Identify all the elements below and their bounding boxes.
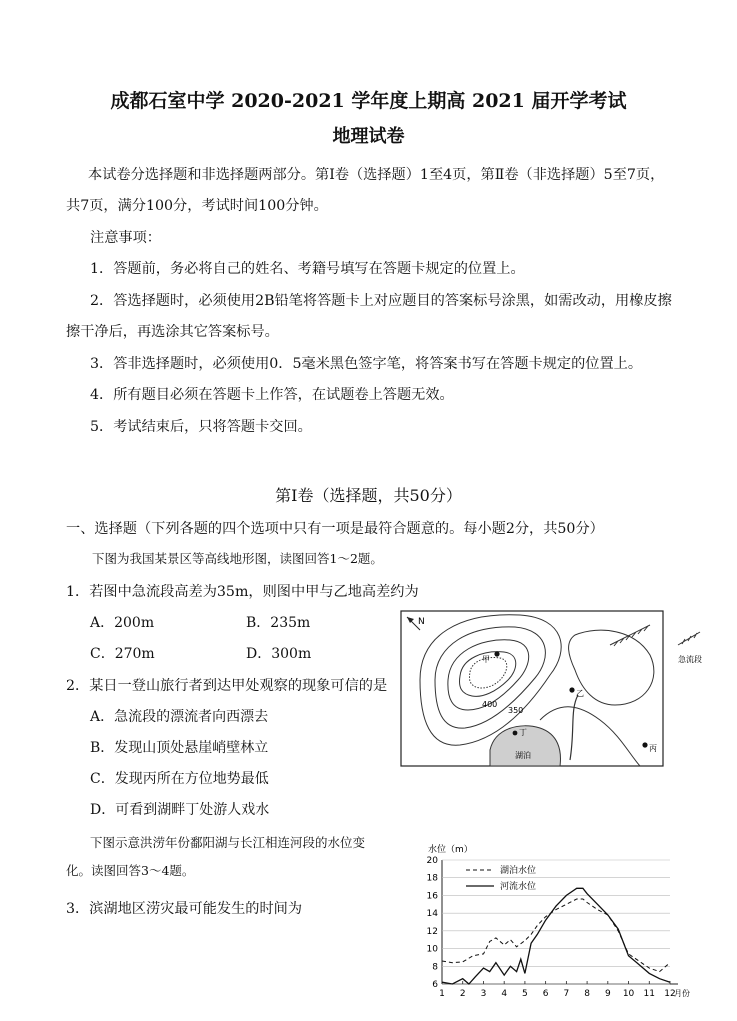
legend-rapids-icon — [678, 632, 700, 645]
q2-option-d: D．可看到湖畔丁处游人戏水 — [90, 802, 270, 818]
section-title: 第Ⅰ卷（选择题，共50分） — [275, 486, 462, 505]
contour-outer — [420, 615, 561, 745]
intro-line-1: 本试卷分选择题和非选择题两部分。第Ⅰ卷（选择题）1至4页，第Ⅱ卷（非选择题）5至7页， — [88, 167, 665, 183]
point-jia — [494, 651, 499, 656]
q2-option-c: C．发现丙所在方位地势最低 — [90, 771, 269, 787]
notes-item-2: 2．答选择题时，必须使用2B铅笔将答题卡上对应题目的答案标号涂黑，如需改动，用橡皮擦 — [90, 293, 672, 309]
river-line — [570, 695, 578, 760]
chart-x-tick-label: 2 — [459, 989, 466, 999]
notes-item-3: 3．答非选择题时，必须使用0．5毫米黑色签字笔，将答案书写在答题卡规定的位置上。 — [90, 356, 643, 372]
legend-label-2: 河流水位 — [500, 882, 537, 892]
point-yi — [569, 687, 574, 692]
chart-x-tick-label: 4 — [501, 989, 508, 999]
q1-intro: 下图为我国某景区等高线地形图，读图回答1～2题。 — [92, 551, 383, 566]
chart-x-tick-label: 11 — [643, 989, 655, 999]
exam-subtitle: 地理试卷 — [332, 126, 405, 147]
q3-intro-line-2: 化。读图回答3～4题。 — [66, 863, 195, 878]
contour-label-350: 350 — [508, 706, 524, 715]
chart-y-tick-label: 16 — [426, 891, 438, 902]
q1-option-a: A．200m — [90, 615, 155, 631]
point-jia-label: 甲 — [482, 655, 490, 664]
point-ding-label: 丁 — [519, 728, 527, 737]
legend-label-1: 湖泊水位 — [500, 866, 537, 876]
chart-y-tick-label: 10 — [426, 944, 438, 955]
notes-heading: 注意事项： — [90, 230, 161, 246]
point-bing-label: 丙 — [649, 744, 657, 753]
chart-y-tick-label: 18 — [426, 873, 438, 884]
chart-x-tick-label: 9 — [604, 989, 611, 999]
point-yi-label: 乙 — [576, 689, 584, 698]
series-line-2 — [442, 888, 670, 984]
q2-option-a: A．急流段的漂流者向西漂去 — [90, 709, 269, 725]
notes-item-5: 5．考试结束后，只将答题卡交回。 — [90, 419, 312, 435]
water-level-chart — [412, 838, 722, 1018]
q1-stem: 1．若图中急流段高差为35m，则图中甲与乙地高差约为 — [66, 584, 419, 600]
contour-map — [400, 610, 725, 770]
chart-x-tick-label: 3 — [480, 989, 487, 999]
part-heading: 一、选择题（下列各题的四个选项中只有一项是最符合题意的。每小题2分，共50分） — [66, 521, 604, 537]
legend-rapids-label: 急流段 — [678, 655, 702, 664]
chart-y-tick-label: 6 — [432, 980, 438, 990]
map-north-label: N — [418, 617, 425, 627]
contour-400 — [435, 627, 545, 728]
q2-stem: 2．某日一登山旅行者到达甲处观察的现象可信的是 — [66, 678, 388, 694]
intro-line-2: 共7页，满分100分，考试时间100分钟。 — [66, 198, 328, 214]
chart-y-tick-label: 14 — [426, 909, 438, 920]
contour-label-400: 400 — [482, 700, 498, 709]
q1-option-d: D．300m — [246, 646, 312, 662]
notes-item-4: 4．所有题目必须在答题卡上作答，在试题卷上答题无效。 — [90, 387, 454, 403]
rapids-hatch — [610, 625, 650, 646]
chart-x-tick-label: 10 — [622, 989, 635, 999]
chart-x-tick-label: 12 — [664, 989, 676, 999]
q1-option-b: B．235m — [246, 615, 311, 631]
chart-x-tick-label: 8 — [584, 989, 590, 999]
chart-x-tick-label: 1 — [439, 989, 445, 999]
chart-x-tick-label: 6 — [542, 989, 549, 999]
series-line-1 — [442, 899, 670, 972]
notes-item-1: 1．答题前，务必将自己的姓名、考籍号填写在答题卡规定的位置上。 — [90, 261, 525, 277]
notes-item-2-cont: 擦干净后，再选涂其它答案标号。 — [66, 324, 279, 340]
lake-label: 湖泊 — [515, 751, 531, 760]
chart-y-tick-label: 12 — [426, 926, 438, 937]
north-arrow-head-icon — [407, 617, 414, 623]
q1-option-c: C．270m — [90, 646, 155, 662]
chart-x-tick-label: 7 — [563, 989, 570, 999]
chart-ylabel: 水位（m） — [428, 845, 473, 855]
q3-stem: 3．滨湖地区涝灾最可能发生的时间为 — [66, 901, 303, 917]
chart-y-tick-label: 20 — [426, 856, 438, 866]
chart-xlabel: 月份 — [674, 989, 690, 998]
exam-title: 成都石室中学 2020-2021 学年度上期高 2021 届开学考试 — [110, 90, 627, 112]
chart-x-tick-label: 5 — [522, 989, 528, 999]
chart-y-tick-label: 8 — [432, 962, 438, 973]
point-bing — [642, 742, 647, 747]
point-ding — [513, 731, 518, 736]
q3-intro-line-1: 下图示意洪涝年份鄱阳湖与长江相连河段的水位变 — [90, 835, 366, 850]
q2-option-b: B．发现山顶处悬崖峭壁林立 — [90, 740, 269, 756]
